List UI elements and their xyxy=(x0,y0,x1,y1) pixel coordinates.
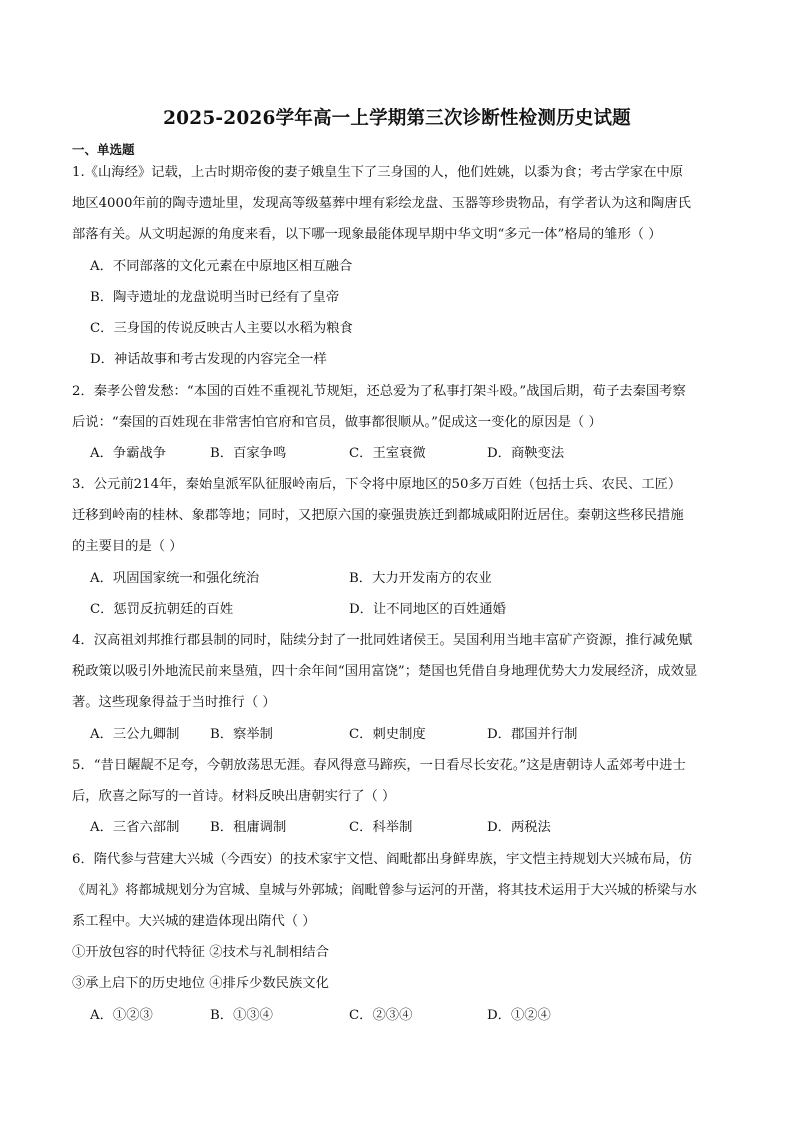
q2-option-a: A．争霸战争 xyxy=(90,446,167,461)
q5-option-b: B．租庸调制 xyxy=(210,820,287,835)
q3-option-b: B．大力开发南方的农业 xyxy=(349,571,492,586)
q4-option-d: D．郡国并行制 xyxy=(487,727,578,742)
q2-stem-line-1: 2．秦孝公曾发愁：“本国的百姓不重视礼节规矩，还总爱为了私事打架斗殴。”战国后期，荀子去秦国考察 xyxy=(72,384,686,399)
q5-stem-line-1: 5．“昔日龌龊不足夸，今朝放荡思无涯。春风得意马蹄疾，一日看尽长安花。”这是唐朝诗人孟郊考中进士 xyxy=(72,758,686,773)
q1-option-d: D．神话故事和考古发现的内容完全一样 xyxy=(90,352,327,367)
q2-option-b: B．百家争鸣 xyxy=(210,446,287,461)
q1-option-b: B．陶寺遗址的龙盘说明当时已经有了皇帝 xyxy=(90,290,340,305)
q4-stem-line-3: 著。这些现象得益于当时推行（ ） xyxy=(72,695,276,710)
q5-option-d: D．两税法 xyxy=(487,820,551,835)
q4-stem-line-1: 4．汉高祖刘邦推行郡县制的同时，陆续分封了一批同姓诸侯王。吴国利用当地丰富矿产资源，推行减免赋 xyxy=(72,633,693,648)
q4-option-c: C．刺史制度 xyxy=(349,727,426,742)
page-title: 2025-2026学年高一上学期第三次诊断性检测历史试题 xyxy=(163,108,631,129)
q6-option-d: D．①②④ xyxy=(487,1008,551,1023)
q3-option-c: C．惩罚反抗朝廷的百姓 xyxy=(90,602,234,617)
q1-option-c: C．三身国的传说反映古人主要以水稻为粮食 xyxy=(90,321,353,336)
q5-option-a: A．三省六部制 xyxy=(90,820,180,835)
section-heading: 一、单选题 xyxy=(72,142,135,157)
q5-option-c: C．科举制 xyxy=(349,820,413,835)
q6-statements-line-1: ①开放包容的时代特征 ②技术与礼制相结合 xyxy=(72,945,329,960)
q3-stem-line-2: 迁移到岭南的桂林、象郡等地；同时，又把原六国的豪强贵族迁到都城咸阳附近居住。秦朝这些移民措施 xyxy=(72,508,684,523)
q1-option-a: A．不同部落的文化元素在中原地区相互融合 xyxy=(90,259,353,274)
q3-stem-line-3: 的主要目的是（ ） xyxy=(72,539,183,554)
q6-statements-line-2: ③承上启下的历史地位 ④排斥少数民族文化 xyxy=(72,976,329,991)
q2-option-c: C．王室衰微 xyxy=(349,446,426,461)
q5-stem-line-2: 后，欣喜之际写的一首诗。材料反映出唐朝实行了（ ） xyxy=(72,789,396,804)
q3-option-a: A．巩固国家统一和强化统治 xyxy=(90,571,260,586)
q1-stem-line-3: 部落有关。从文明起源的角度来看，以下哪一现象最能体现早期中华文明“多元一体”格局的雏形（ ） xyxy=(72,227,662,242)
q6-option-b: B．①③④ xyxy=(210,1008,273,1023)
q2-stem-line-2: 后说：“秦国的百姓现在非常害怕官府和官员，做事都很顺从。”促成这一变化的原因是（ ） xyxy=(72,415,602,430)
q1-stem-line-2: 地区4000年前的陶寺遗址里，发现高等级墓葬中埋有彩绘龙盘、玉器等珍贵物品，有学者认为这和陶唐氏 xyxy=(72,196,691,211)
q6-stem-line-3: 系工程中。大兴城的建造体现出隋代（ ） xyxy=(72,914,316,929)
q4-option-a: A．三公九卿制 xyxy=(90,727,180,742)
q6-stem-line-2: 《周礼》将都城规划分为宫城、皇城与外郭城；阎毗曾参与运河的开凿，将其技术运用于大兴城的桥梁与水 xyxy=(72,883,697,898)
q3-stem-line-1: 3．公元前214年，秦始皇派军队征服岭南后，下令将中原地区的50多万百姓（包括士兵、农民、工匠） xyxy=(72,477,682,492)
q1-stem-line-1: 1.《山海经》记载，上古时期帝俊的妻子娥皇生下了三身国的人，他们姓姚，以黍为食；考古学家在中原 xyxy=(72,165,684,180)
q3-option-d: D．让不同地区的百姓通婚 xyxy=(349,602,506,617)
q4-stem-line-2: 税政策以吸引外地流民前来垦殖，四十余年间“国用富饶”；楚国也凭借自身地理优势大力发展经济，成效显 xyxy=(72,664,698,679)
q4-option-b: B．察举制 xyxy=(210,727,273,742)
q2-option-d: D．商鞅变法 xyxy=(487,446,565,461)
q6-stem-line-1: 6．隋代参与营建大兴城（今西安）的技术家宇文恺、阎毗都出身鲜卑族，宇文恺主持规划大兴城布局，仿 xyxy=(72,852,693,867)
q6-option-a: A．①②③ xyxy=(90,1008,153,1023)
q6-option-c: C．②③④ xyxy=(349,1008,413,1023)
